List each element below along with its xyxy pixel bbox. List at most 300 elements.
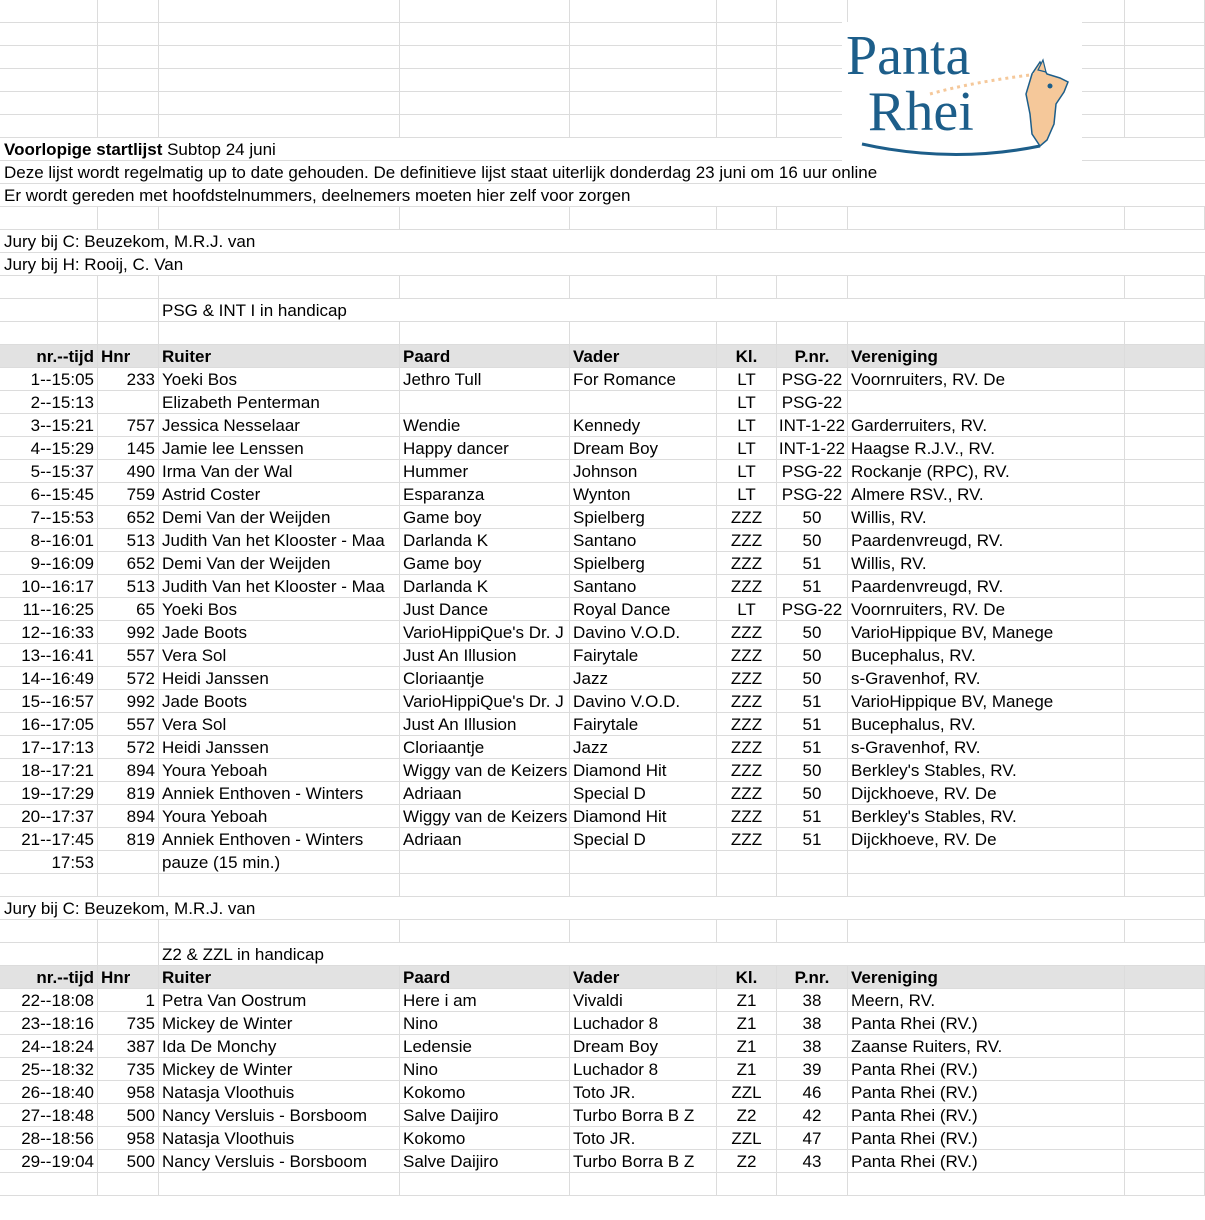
proef-nr-cell[interactable]: 51	[777, 690, 848, 712]
proef-nr-cell[interactable]: 51	[777, 713, 848, 735]
ruiter-cell[interactable]: Vera Sol	[159, 713, 400, 735]
nr-tijd-cell[interactable]: 16--17:05	[0, 713, 98, 735]
vader-cell[interactable]: Fairytale	[570, 644, 717, 666]
empty-cell[interactable]	[98, 851, 159, 873]
paard-cell[interactable]: Adriaan	[400, 828, 570, 850]
vader-cell[interactable]: Diamond Hit	[570, 805, 717, 827]
ruiter-cell[interactable]: Heidi Janssen	[159, 667, 400, 689]
empty-cell[interactable]	[717, 46, 777, 68]
proef-nr-cell[interactable]: 51	[777, 736, 848, 758]
empty-cell[interactable]	[570, 851, 717, 873]
empty-cell[interactable]	[0, 299, 98, 321]
vader-cell[interactable]: Davino V.O.D.	[570, 690, 717, 712]
empty-cell[interactable]	[777, 874, 848, 896]
empty-cell[interactable]	[159, 115, 400, 137]
empty-cell[interactable]	[98, 69, 159, 91]
klasse-cell[interactable]: ZZZ	[717, 690, 777, 712]
empty-cell[interactable]	[848, 874, 1125, 896]
ruiter-cell[interactable]: Mickey de Winter	[159, 1012, 400, 1034]
vader-cell[interactable]: Luchador 8	[570, 1012, 717, 1034]
empty-cell[interactable]	[1125, 1150, 1205, 1172]
paard-cell[interactable]: Salve Daijiro	[400, 1104, 570, 1126]
empty-cell[interactable]	[1125, 69, 1205, 91]
proef-nr-cell[interactable]: 51	[777, 575, 848, 597]
empty-cell[interactable]	[1125, 966, 1205, 988]
nr-tijd-cell[interactable]: 22--18:08	[0, 989, 98, 1011]
pause-label-cell[interactable]: pauze (15 min.)	[159, 851, 400, 873]
empty-cell[interactable]	[570, 207, 717, 229]
vader-cell[interactable]: Jazz	[570, 736, 717, 758]
empty-cell[interactable]	[777, 23, 848, 45]
klasse-cell[interactable]: Z2	[717, 1150, 777, 1172]
paard-cell[interactable]: Darlanda K	[400, 575, 570, 597]
paard-cell[interactable]: Wiggy van de Keizers	[400, 805, 570, 827]
empty-cell[interactable]	[777, 322, 848, 344]
klasse-cell[interactable]: ZZZ	[717, 529, 777, 551]
proef-nr-cell[interactable]: INT-1-22	[777, 414, 848, 436]
klasse-cell[interactable]: Z2	[717, 1104, 777, 1126]
klasse-cell[interactable]: ZZZ	[717, 736, 777, 758]
ruiter-cell[interactable]: Natasja Vloothuis	[159, 1081, 400, 1103]
klasse-cell[interactable]: ZZZ	[717, 759, 777, 781]
empty-cell[interactable]	[1125, 1081, 1205, 1103]
empty-cell[interactable]	[1125, 368, 1205, 390]
empty-cell[interactable]	[400, 92, 570, 114]
vereniging-cell[interactable]: Willis, RV.	[848, 552, 1125, 574]
empty-cell[interactable]	[98, 276, 159, 298]
nr-tijd-cell[interactable]: 20--17:37	[0, 805, 98, 827]
ruiter-cell[interactable]: Yoeki Bos	[159, 598, 400, 620]
hnr-cell[interactable]: 735	[98, 1012, 159, 1034]
nr-tijd-cell[interactable]: 19--17:29	[0, 782, 98, 804]
empty-cell[interactable]	[1125, 391, 1205, 413]
klasse-cell[interactable]: ZZZ	[717, 782, 777, 804]
hnr-cell[interactable]: 500	[98, 1104, 159, 1126]
hnr-cell[interactable]: 490	[98, 460, 159, 482]
hnr-cell[interactable]: 145	[98, 437, 159, 459]
klasse-cell[interactable]: LT	[717, 391, 777, 413]
vader-cell[interactable]: Spielberg	[570, 506, 717, 528]
nr-tijd-cell[interactable]: 14--16:49	[0, 667, 98, 689]
klasse-cell[interactable]: Z1	[717, 1035, 777, 1057]
hnr-cell[interactable]: 513	[98, 529, 159, 551]
empty-cell[interactable]	[0, 322, 98, 344]
empty-cell[interactable]	[159, 46, 400, 68]
empty-cell[interactable]	[1125, 1058, 1205, 1080]
empty-cell[interactable]	[1125, 1104, 1205, 1126]
empty-cell[interactable]	[400, 851, 570, 873]
empty-cell[interactable]	[1125, 851, 1205, 873]
nr-tijd-cell[interactable]: 13--16:41	[0, 644, 98, 666]
ruiter-cell[interactable]: Anniek Enthoven - Winters	[159, 828, 400, 850]
vader-cell[interactable]: Dream Boy	[570, 437, 717, 459]
klasse-cell[interactable]: LT	[717, 368, 777, 390]
vader-cell[interactable]: Special D	[570, 828, 717, 850]
empty-cell[interactable]	[1125, 207, 1205, 229]
empty-cell[interactable]	[848, 322, 1125, 344]
empty-cell[interactable]	[1125, 874, 1205, 896]
empty-cell[interactable]	[159, 0, 400, 22]
vereniging-cell[interactable]: Bucephalus, RV.	[848, 713, 1125, 735]
proef-nr-cell[interactable]: 46	[777, 1081, 848, 1103]
nr-tijd-cell[interactable]: 4--15:29	[0, 437, 98, 459]
empty-cell[interactable]	[159, 92, 400, 114]
empty-cell[interactable]	[717, 69, 777, 91]
vereniging-cell[interactable]: Voornruiters, RV. De	[848, 598, 1125, 620]
ruiter-cell[interactable]: Jessica Nesselaar	[159, 414, 400, 436]
empty-cell[interactable]	[0, 943, 98, 965]
empty-cell[interactable]	[400, 1173, 570, 1195]
proef-nr-cell[interactable]: 50	[777, 644, 848, 666]
hnr-cell[interactable]: 652	[98, 506, 159, 528]
empty-cell[interactable]	[1125, 1012, 1205, 1034]
empty-cell[interactable]	[98, 1173, 159, 1195]
vader-cell[interactable]: Davino V.O.D.	[570, 621, 717, 643]
ruiter-cell[interactable]: Elizabeth Penterman	[159, 391, 400, 413]
proef-nr-cell[interactable]: 50	[777, 782, 848, 804]
ruiter-cell[interactable]: Jade Boots	[159, 690, 400, 712]
paard-cell[interactable]: VarioHippiQue's Dr. J	[400, 690, 570, 712]
empty-cell[interactable]	[777, 69, 848, 91]
proef-nr-cell[interactable]: PSG-22	[777, 460, 848, 482]
hnr-cell[interactable]: 572	[98, 736, 159, 758]
hnr-cell[interactable]: 387	[98, 1035, 159, 1057]
klasse-cell[interactable]: ZZZ	[717, 828, 777, 850]
hnr-cell[interactable]: 894	[98, 759, 159, 781]
empty-cell[interactable]	[1125, 667, 1205, 689]
empty-cell[interactable]	[159, 207, 400, 229]
klasse-cell[interactable]: ZZZ	[717, 506, 777, 528]
vader-cell[interactable]: Special D	[570, 782, 717, 804]
proef-nr-cell[interactable]: 39	[777, 1058, 848, 1080]
empty-cell[interactable]	[1125, 598, 1205, 620]
empty-cell[interactable]	[717, 115, 777, 137]
paard-cell[interactable]: Salve Daijiro	[400, 1150, 570, 1172]
hnr-cell[interactable]: 759	[98, 483, 159, 505]
empty-cell[interactable]	[1125, 1035, 1205, 1057]
proef-nr-cell[interactable]: 50	[777, 529, 848, 551]
empty-cell[interactable]	[570, 23, 717, 45]
nr-tijd-cell[interactable]: 17--17:13	[0, 736, 98, 758]
vereniging-cell[interactable]: Willis, RV.	[848, 506, 1125, 528]
empty-cell[interactable]	[1125, 621, 1205, 643]
empty-cell[interactable]	[98, 874, 159, 896]
paard-cell[interactable]: Here i am	[400, 989, 570, 1011]
empty-cell[interactable]	[777, 115, 848, 137]
paard-cell[interactable]: Cloriaantje	[400, 736, 570, 758]
empty-cell[interactable]	[1125, 644, 1205, 666]
nr-tijd-cell[interactable]: 18--17:21	[0, 759, 98, 781]
paard-cell[interactable]: Game boy	[400, 552, 570, 574]
nr-tijd-cell[interactable]: 28--18:56	[0, 1127, 98, 1149]
empty-cell[interactable]	[570, 115, 717, 137]
empty-cell[interactable]	[777, 92, 848, 114]
empty-cell[interactable]	[1125, 437, 1205, 459]
klasse-cell[interactable]: LT	[717, 437, 777, 459]
empty-cell[interactable]	[717, 322, 777, 344]
empty-cell[interactable]	[0, 69, 98, 91]
empty-cell[interactable]	[777, 207, 848, 229]
nr-tijd-cell[interactable]: 27--18:48	[0, 1104, 98, 1126]
paard-cell[interactable]: Adriaan	[400, 782, 570, 804]
empty-cell[interactable]	[159, 874, 400, 896]
empty-cell[interactable]	[570, 276, 717, 298]
hnr-cell[interactable]: 1	[98, 989, 159, 1011]
ruiter-cell[interactable]: Yoeki Bos	[159, 368, 400, 390]
proef-nr-cell[interactable]: 50	[777, 667, 848, 689]
vader-cell[interactable]: Spielberg	[570, 552, 717, 574]
vereniging-cell[interactable]: Berkley's Stables, RV.	[848, 759, 1125, 781]
proef-nr-cell[interactable]: 47	[777, 1127, 848, 1149]
vader-cell[interactable]: Kennedy	[570, 414, 717, 436]
nr-tijd-cell[interactable]: 21--17:45	[0, 828, 98, 850]
empty-cell[interactable]	[1125, 1127, 1205, 1149]
klasse-cell[interactable]: ZZZ	[717, 644, 777, 666]
hnr-cell[interactable]: 757	[98, 414, 159, 436]
hnr-cell[interactable]: 557	[98, 644, 159, 666]
klasse-cell[interactable]: ZZZ	[717, 713, 777, 735]
vereniging-cell[interactable]: Panta Rhei (RV.)	[848, 1104, 1125, 1126]
empty-cell[interactable]	[1125, 92, 1205, 114]
vereniging-cell[interactable]: Panta Rhei (RV.)	[848, 1127, 1125, 1149]
empty-cell[interactable]	[570, 322, 717, 344]
vader-cell[interactable]: Turbo Borra B Z	[570, 1150, 717, 1172]
vader-cell[interactable]: Vivaldi	[570, 989, 717, 1011]
proef-nr-cell[interactable]: INT-1-22	[777, 437, 848, 459]
proef-nr-cell[interactable]: 50	[777, 759, 848, 781]
nr-tijd-cell[interactable]: 11--16:25	[0, 598, 98, 620]
empty-cell[interactable]	[1125, 345, 1205, 367]
empty-cell[interactable]	[1125, 322, 1205, 344]
empty-cell[interactable]	[848, 207, 1125, 229]
empty-cell[interactable]	[159, 322, 400, 344]
empty-cell[interactable]	[1125, 23, 1205, 45]
empty-cell[interactable]	[400, 115, 570, 137]
paard-cell[interactable]: Just An Illusion	[400, 713, 570, 735]
empty-cell[interactable]	[570, 92, 717, 114]
empty-cell[interactable]	[777, 276, 848, 298]
klasse-cell[interactable]: Z1	[717, 1012, 777, 1034]
empty-cell[interactable]	[570, 69, 717, 91]
empty-cell[interactable]	[1125, 460, 1205, 482]
hnr-cell[interactable]: 500	[98, 1150, 159, 1172]
empty-cell[interactable]	[98, 920, 159, 942]
empty-cell[interactable]	[570, 920, 717, 942]
empty-cell[interactable]	[1125, 46, 1205, 68]
ruiter-cell[interactable]: Vera Sol	[159, 644, 400, 666]
ruiter-cell[interactable]: Jamie lee Lenssen	[159, 437, 400, 459]
paard-cell[interactable]: Esparanza	[400, 483, 570, 505]
ruiter-cell[interactable]: Jade Boots	[159, 621, 400, 643]
vader-cell[interactable]: Royal Dance	[570, 598, 717, 620]
empty-cell[interactable]	[570, 46, 717, 68]
empty-cell[interactable]	[0, 874, 98, 896]
vader-cell[interactable]: Dream Boy	[570, 1035, 717, 1057]
vader-cell[interactable]: Jazz	[570, 667, 717, 689]
ruiter-cell[interactable]: Heidi Janssen	[159, 736, 400, 758]
empty-cell[interactable]	[400, 207, 570, 229]
vereniging-cell[interactable]: s-Gravenhof, RV.	[848, 667, 1125, 689]
hnr-cell[interactable]: 572	[98, 667, 159, 689]
empty-cell[interactable]	[717, 920, 777, 942]
klasse-cell[interactable]: LT	[717, 598, 777, 620]
empty-cell[interactable]	[98, 943, 159, 965]
vader-cell[interactable]: Wynton	[570, 483, 717, 505]
vader-cell[interactable]: Santano	[570, 529, 717, 551]
nr-tijd-cell[interactable]: 8--16:01	[0, 529, 98, 551]
ruiter-cell[interactable]: Irma Van der Wal	[159, 460, 400, 482]
nr-tijd-cell[interactable]: 2--15:13	[0, 391, 98, 413]
empty-cell[interactable]	[717, 0, 777, 22]
empty-cell[interactable]	[0, 46, 98, 68]
paard-cell[interactable]: Game boy	[400, 506, 570, 528]
proef-nr-cell[interactable]: 38	[777, 1035, 848, 1057]
empty-cell[interactable]	[848, 1173, 1125, 1195]
vader-cell[interactable]: Toto JR.	[570, 1081, 717, 1103]
empty-cell[interactable]	[0, 1173, 98, 1195]
nr-tijd-cell[interactable]: 3--15:21	[0, 414, 98, 436]
empty-cell[interactable]	[98, 46, 159, 68]
vereniging-cell[interactable]: Rockanje (RPC), RV.	[848, 460, 1125, 482]
ruiter-cell[interactable]: Anniek Enthoven - Winters	[159, 782, 400, 804]
vereniging-cell[interactable]: Panta Rhei (RV.)	[848, 1012, 1125, 1034]
paard-cell[interactable]: Jethro Tull	[400, 368, 570, 390]
empty-cell[interactable]	[0, 207, 98, 229]
paard-cell[interactable]: Nino	[400, 1012, 570, 1034]
nr-tijd-cell[interactable]: 9--16:09	[0, 552, 98, 574]
proef-nr-cell[interactable]: 51	[777, 828, 848, 850]
proef-nr-cell[interactable]: 42	[777, 1104, 848, 1126]
empty-cell[interactable]	[400, 46, 570, 68]
klasse-cell[interactable]: ZZZ	[717, 805, 777, 827]
ruiter-cell[interactable]: Ida De Monchy	[159, 1035, 400, 1057]
vereniging-cell[interactable]: VarioHippique BV, Manege	[848, 621, 1125, 643]
ruiter-cell[interactable]: Judith Van het Klooster - Maa	[159, 529, 400, 551]
empty-cell[interactable]	[1125, 828, 1205, 850]
klasse-cell[interactable]: LT	[717, 483, 777, 505]
vereniging-cell[interactable]: Meern, RV.	[848, 989, 1125, 1011]
paard-cell[interactable]: Just Dance	[400, 598, 570, 620]
proef-nr-cell[interactable]: 50	[777, 506, 848, 528]
empty-cell[interactable]	[400, 0, 570, 22]
empty-cell[interactable]	[159, 920, 400, 942]
empty-cell[interactable]	[98, 0, 159, 22]
empty-cell[interactable]	[1125, 575, 1205, 597]
vereniging-cell[interactable]: Panta Rhei (RV.)	[848, 1150, 1125, 1172]
empty-cell[interactable]	[400, 23, 570, 45]
ruiter-cell[interactable]: Demi Van der Weijden	[159, 552, 400, 574]
proef-nr-cell[interactable]: PSG-22	[777, 368, 848, 390]
empty-cell[interactable]	[1125, 1173, 1205, 1195]
nr-tijd-cell[interactable]: 23--18:16	[0, 1012, 98, 1034]
paard-cell[interactable]	[400, 391, 570, 413]
vereniging-cell[interactable]: Dijckhoeve, RV. De	[848, 828, 1125, 850]
klasse-cell[interactable]: Z1	[717, 1058, 777, 1080]
hnr-cell[interactable]: 652	[98, 552, 159, 574]
klasse-cell[interactable]: ZZL	[717, 1081, 777, 1103]
empty-cell[interactable]	[717, 851, 777, 873]
hnr-cell[interactable]	[98, 391, 159, 413]
empty-cell[interactable]	[848, 276, 1125, 298]
paard-cell[interactable]: Kokomo	[400, 1081, 570, 1103]
hnr-cell[interactable]: 735	[98, 1058, 159, 1080]
vereniging-cell[interactable]: Voornruiters, RV. De	[848, 368, 1125, 390]
vereniging-cell[interactable]: Haagse R.J.V., RV.	[848, 437, 1125, 459]
vereniging-cell[interactable]	[848, 391, 1125, 413]
proef-nr-cell[interactable]: 43	[777, 1150, 848, 1172]
paard-cell[interactable]: Ledensie	[400, 1035, 570, 1057]
ruiter-cell[interactable]: Mickey de Winter	[159, 1058, 400, 1080]
empty-cell[interactable]	[777, 851, 848, 873]
empty-cell[interactable]	[1125, 759, 1205, 781]
paard-cell[interactable]: VarioHippiQue's Dr. J	[400, 621, 570, 643]
empty-cell[interactable]	[848, 0, 1125, 22]
empty-cell[interactable]	[1125, 690, 1205, 712]
ruiter-cell[interactable]: Nancy Versluis - Borsboom	[159, 1104, 400, 1126]
nr-tijd-cell[interactable]: 26--18:40	[0, 1081, 98, 1103]
vereniging-cell[interactable]: s-Gravenhof, RV.	[848, 736, 1125, 758]
nr-tijd-cell[interactable]: 5--15:37	[0, 460, 98, 482]
paard-cell[interactable]: Happy dancer	[400, 437, 570, 459]
empty-cell[interactable]	[1125, 920, 1205, 942]
proef-nr-cell[interactable]: 51	[777, 552, 848, 574]
vereniging-cell[interactable]: Garderruiters, RV.	[848, 414, 1125, 436]
empty-cell[interactable]	[0, 92, 98, 114]
vereniging-cell[interactable]: Dijckhoeve, RV. De	[848, 782, 1125, 804]
empty-cell[interactable]	[1125, 805, 1205, 827]
nr-tijd-cell[interactable]: 24--18:24	[0, 1035, 98, 1057]
proef-nr-cell[interactable]: 38	[777, 989, 848, 1011]
vereniging-cell[interactable]: Paardenvreugd, RV.	[848, 575, 1125, 597]
vereniging-cell[interactable]: VarioHippique BV, Manege	[848, 690, 1125, 712]
empty-cell[interactable]	[1125, 276, 1205, 298]
hnr-cell[interactable]: 958	[98, 1127, 159, 1149]
klasse-cell[interactable]: LT	[717, 414, 777, 436]
ruiter-cell[interactable]: Astrid Coster	[159, 483, 400, 505]
hnr-cell[interactable]: 958	[98, 1081, 159, 1103]
hnr-cell[interactable]: 819	[98, 782, 159, 804]
klasse-cell[interactable]: ZZZ	[717, 575, 777, 597]
empty-cell[interactable]	[400, 920, 570, 942]
nr-tijd-cell[interactable]: 1--15:05	[0, 368, 98, 390]
vereniging-cell[interactable]: Panta Rhei (RV.)	[848, 1058, 1125, 1080]
empty-cell[interactable]	[1125, 552, 1205, 574]
empty-cell[interactable]	[1125, 483, 1205, 505]
empty-cell[interactable]	[98, 115, 159, 137]
nr-tijd-cell[interactable]: 7--15:53	[0, 506, 98, 528]
vader-cell[interactable]	[570, 391, 717, 413]
empty-cell[interactable]	[1125, 115, 1205, 137]
empty-cell[interactable]	[159, 1173, 400, 1195]
empty-cell[interactable]	[1125, 0, 1205, 22]
paard-cell[interactable]: Just An Illusion	[400, 644, 570, 666]
vereniging-cell[interactable]: Berkley's Stables, RV.	[848, 805, 1125, 827]
empty-cell[interactable]	[400, 69, 570, 91]
hnr-cell[interactable]: 513	[98, 575, 159, 597]
empty-cell[interactable]	[98, 92, 159, 114]
nr-tijd-cell[interactable]: 6--15:45	[0, 483, 98, 505]
vader-cell[interactable]: Johnson	[570, 460, 717, 482]
vader-cell[interactable]: Luchador 8	[570, 1058, 717, 1080]
empty-cell[interactable]	[777, 920, 848, 942]
vereniging-cell[interactable]: Almere RSV., RV.	[848, 483, 1125, 505]
hnr-cell[interactable]: 819	[98, 828, 159, 850]
hnr-cell[interactable]: 894	[98, 805, 159, 827]
ruiter-cell[interactable]: Natasja Vloothuis	[159, 1127, 400, 1149]
empty-cell[interactable]	[98, 322, 159, 344]
paard-cell[interactable]: Cloriaantje	[400, 667, 570, 689]
empty-cell[interactable]	[848, 851, 1125, 873]
